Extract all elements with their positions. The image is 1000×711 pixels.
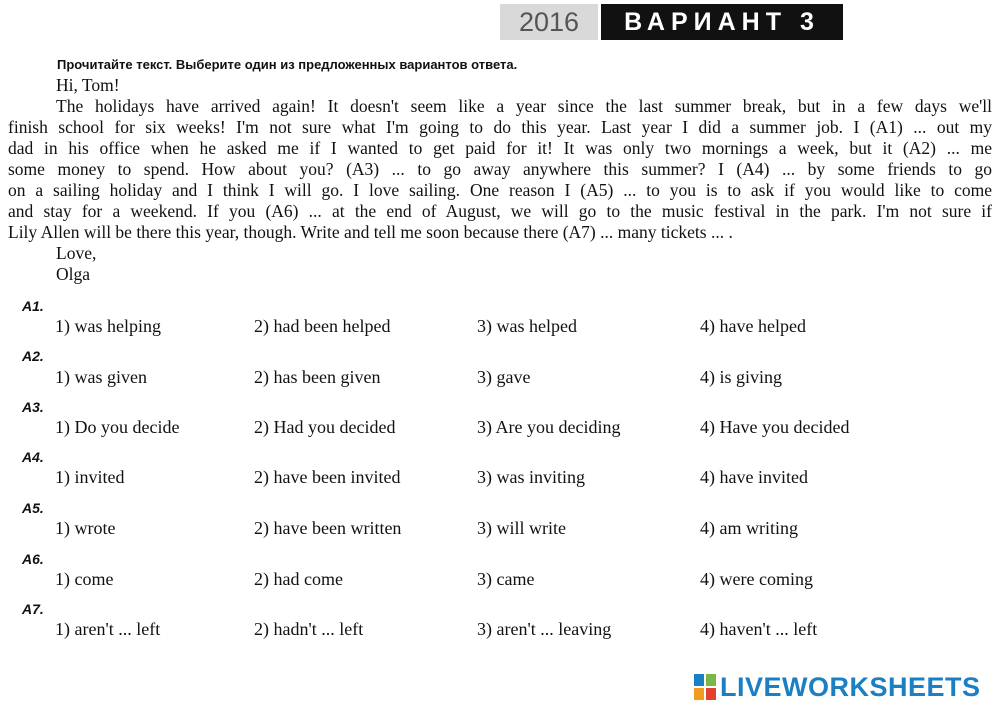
option-a6-3[interactable]: 3) came: [477, 569, 535, 589]
option-a6-4[interactable]: 4) were coming: [700, 569, 813, 589]
option-a3-2[interactable]: 2) Had you decided: [254, 417, 396, 437]
option-a5-4[interactable]: 4) am writing: [700, 518, 798, 538]
option-a4-1[interactable]: 1) invited: [55, 467, 125, 487]
option-a4-2[interactable]: 2) have been invited: [254, 467, 401, 487]
option-a5-2[interactable]: 2) have been written: [254, 518, 402, 538]
option-a1-2[interactable]: 2) had been helped: [254, 316, 391, 336]
option-a2-2[interactable]: 2) has been given: [254, 367, 381, 387]
option-a3-1[interactable]: 1) Do you decide: [55, 417, 180, 437]
question-label-a7: A7.: [22, 601, 44, 617]
letter-closing: Love,: [56, 243, 97, 263]
logo-squares-icon: [694, 674, 716, 700]
question-label-a3: A3.: [22, 399, 44, 415]
option-a2-3[interactable]: 3) gave: [477, 367, 531, 387]
option-a7-2[interactable]: 2) hadn't ... left: [254, 619, 364, 639]
option-a1-4[interactable]: 4) have helped: [700, 316, 806, 336]
option-a5-3[interactable]: 3) will write: [477, 518, 566, 538]
letter-line: The holidays have arrived again! It doesn't seem like a year since the last summer break, but in a few days we'll: [56, 96, 992, 116]
letter-line: and stay for a weekend. If you (A6) ... at the end of August, we will go to the music festival in the park. I'm not sure if: [8, 201, 992, 221]
logo-text: LIVEWORKSHEETS: [720, 671, 981, 702]
question-label-a4: A4.: [22, 449, 44, 465]
option-a7-1[interactable]: 1) aren't ... left: [55, 619, 161, 639]
variant-badge: ВАРИАНТ 3: [601, 4, 843, 40]
letter-signature: Olga: [56, 264, 91, 284]
letter-line: finish school for six weeks! I'm not sure what I'm going to do this year. Last year I did a summer job. I (A1) ... out my: [8, 117, 992, 137]
letter-line: dad in his office when he asked me if I wanted to get paid for it! It was only two mornings a week, but it (A2) ... me: [8, 138, 992, 158]
option-a6-2[interactable]: 2) had come: [254, 569, 343, 589]
liveworksheets-logo: [694, 671, 981, 703]
logo-square: [706, 674, 716, 686]
question-label-a2: A2.: [22, 348, 44, 364]
option-a7-3[interactable]: 3) aren't ... leaving: [477, 619, 612, 639]
option-a7-4[interactable]: 4) haven't ... left: [700, 619, 818, 639]
question-label-a5: A5.: [22, 500, 44, 516]
option-a2-4[interactable]: 4) is giving: [700, 367, 783, 387]
letter-text: [8, 75, 992, 285]
task-instruction: Прочитайте текст. Выберите один из предложенных вариантов ответа.: [57, 57, 518, 72]
logo-square: [694, 688, 704, 700]
question-label-a6: A6.: [22, 551, 44, 567]
logo-square: [706, 688, 716, 700]
option-a5-1[interactable]: 1) wrote: [55, 518, 116, 538]
option-a6-1[interactable]: 1) come: [55, 569, 114, 589]
option-a3-3[interactable]: 3) Are you deciding: [477, 417, 621, 437]
letter-line: on a sailing holiday and I think I will go. I love sailing. One reason I (A5) ... to you is to ask if you would like to come: [8, 180, 992, 200]
option-a1-1[interactable]: 1) was helping: [55, 316, 161, 336]
letter-line: Lily Allen will be there this year, though. Write and tell me soon because there (A7) ... many tickets ... .: [8, 222, 733, 242]
year-badge: 2016: [500, 4, 598, 40]
logo-square: [694, 674, 704, 686]
option-a4-4[interactable]: 4) have invited: [700, 467, 808, 487]
question-label-a1: A1.: [22, 298, 44, 314]
letter-greeting: Hi, Tom!: [56, 75, 120, 95]
option-a1-3[interactable]: 3) was helped: [477, 316, 577, 336]
option-a4-3[interactable]: 3) was inviting: [477, 467, 585, 487]
option-a2-1[interactable]: 1) was given: [55, 367, 147, 387]
option-a3-4[interactable]: 4) Have you decided: [700, 417, 850, 437]
letter-line: some money to spend. How about you? (A3) ... to go away anywhere this summer? I (A4) ... by some friends to go: [8, 159, 992, 179]
